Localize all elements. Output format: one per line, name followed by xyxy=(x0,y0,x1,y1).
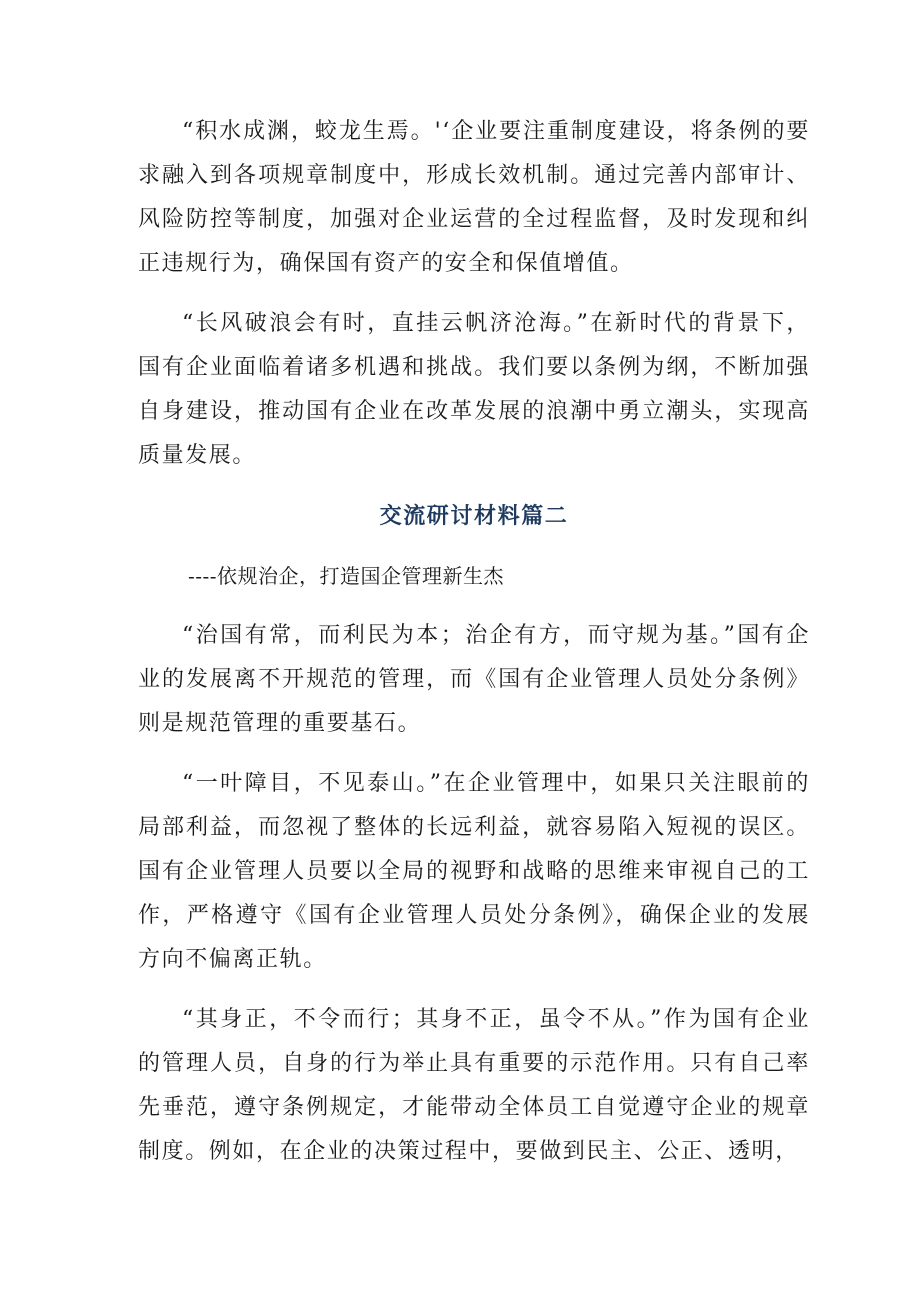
paragraph-water-abyss: “积水成渊，蛟龙生焉。'‘企业要注重制度建设，将条例的要求融入到各项规章制度中，形成长效机制。通过完善内部审计、风险防控等制度，加强对企业运营的全过程监督，及时发现和纠正违规行为，确保国有资产的安全和保值增值。 xyxy=(138,119,810,276)
paragraph-govern-country: “治国有常，而利民为本；治企有方，而守规为基。”国有企业的发展离不开规范的管理，而《国有企业管理人员处分条例》则是规范管理的重要基石。 xyxy=(138,623,810,736)
document-page xyxy=(138,110,810,1190)
paragraph-upright-self: “其身正，不令而行；其身不正，虽令不从。”作为国有企业的管理人员，自身的行为举止具有重要的示范作用。只有自己率先垂范，遵守条例规定，才能带动全体员工自觉遵守企业的规章制度。例如，在企业的决策过程中，要做到民主、公正、透明， xyxy=(138,1007,810,1164)
paragraph-leaf-eye: “一叶障目，不见泰山。”在企业管理中，如果只关注眼前的局部利益，而忽视了整体的长远利益，就容易陷入短视的误区。国有企业管理人员要以全局的视野和战略的思维来审视自己的工作，严格遵守《国有企业管理人员处分条例》，确保企业的发展方向不偏离正轨。 xyxy=(138,771,810,972)
section-title: 交流研讨材料篇二 xyxy=(379,503,569,529)
section-subtitle: ----依规治企，打造国企管理新生杰 xyxy=(188,564,505,588)
paragraph-wind-waves: “长风破浪会有时，直挂云帆济沧海。”在新时代的背景下，国有企业面临着诸多机遇和挑战。我们要以条例为纲，不断加强自身建设，推动国有企业在改革发展的浪潮中勇立潮头，实现高质量发展。 xyxy=(138,311,810,468)
